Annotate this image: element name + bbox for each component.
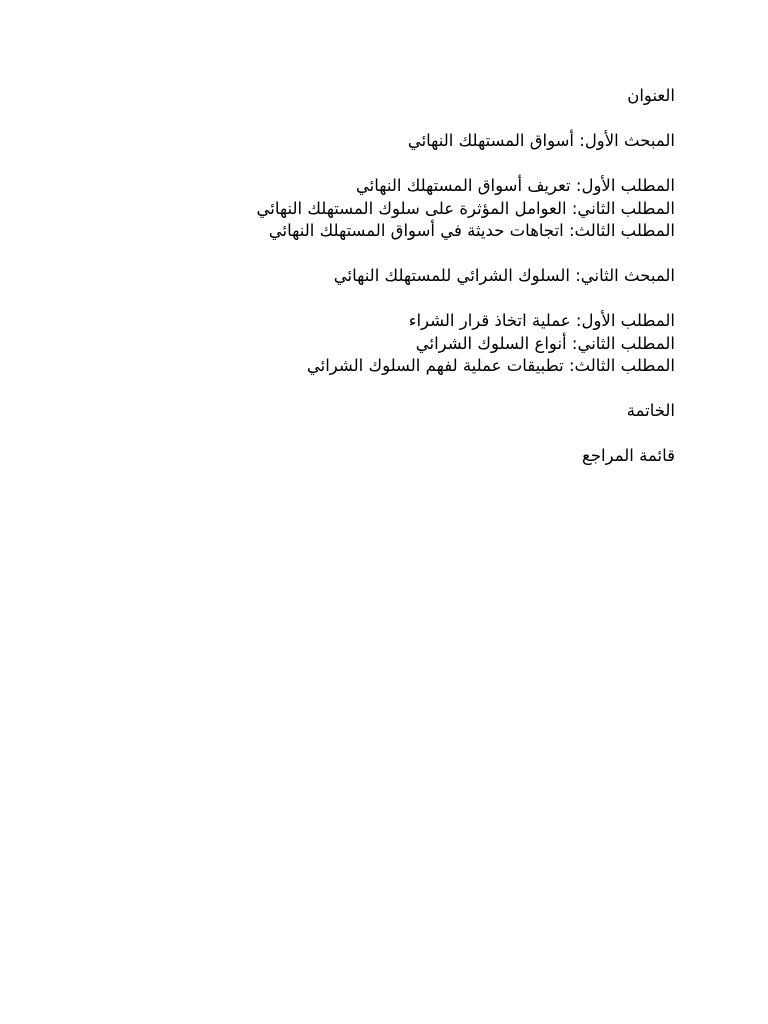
spacer	[75, 288, 675, 311]
conclusion-heading: الخاتمة	[626, 401, 675, 420]
document-page	[75, 85, 675, 468]
chapter-1-section-2: المطلب الثاني: العوامل المؤثرة على سلوك المستهلك النهائي	[256, 198, 675, 218]
chapter-1-heading: المبحث الأول: أسواق المستهلك النهائي	[407, 131, 675, 150]
spacer	[75, 378, 675, 401]
chapter-1-section-1: المطلب الأول: تعريف أسواق المستهلك النهائي	[355, 176, 675, 195]
spacer	[75, 108, 675, 131]
chapter-2-section-3: المطلب الثالث: تطبيقات عملية لفهم السلوك الشرائي	[306, 356, 675, 375]
document-title: العنوان	[627, 86, 675, 105]
chapter-2-heading: المبحث الثاني: السلوك الشرائي للمستهلك النهائي	[333, 266, 675, 285]
references-heading: قائمة المراجع	[582, 446, 675, 465]
chapter-2-section-2: المطلب الثاني: أنواع السلوك الشرائي	[415, 333, 675, 353]
spacer	[75, 423, 675, 446]
chapter-1-section-3: المطلب الثالث: اتجاهات حديثة في أسواق المستهلك النهائي	[268, 221, 675, 240]
spacer	[75, 153, 675, 176]
spacer	[75, 243, 675, 266]
chapter-2-section-1: المطلب الأول: عملية اتخاذ قرار الشراء	[408, 311, 675, 330]
